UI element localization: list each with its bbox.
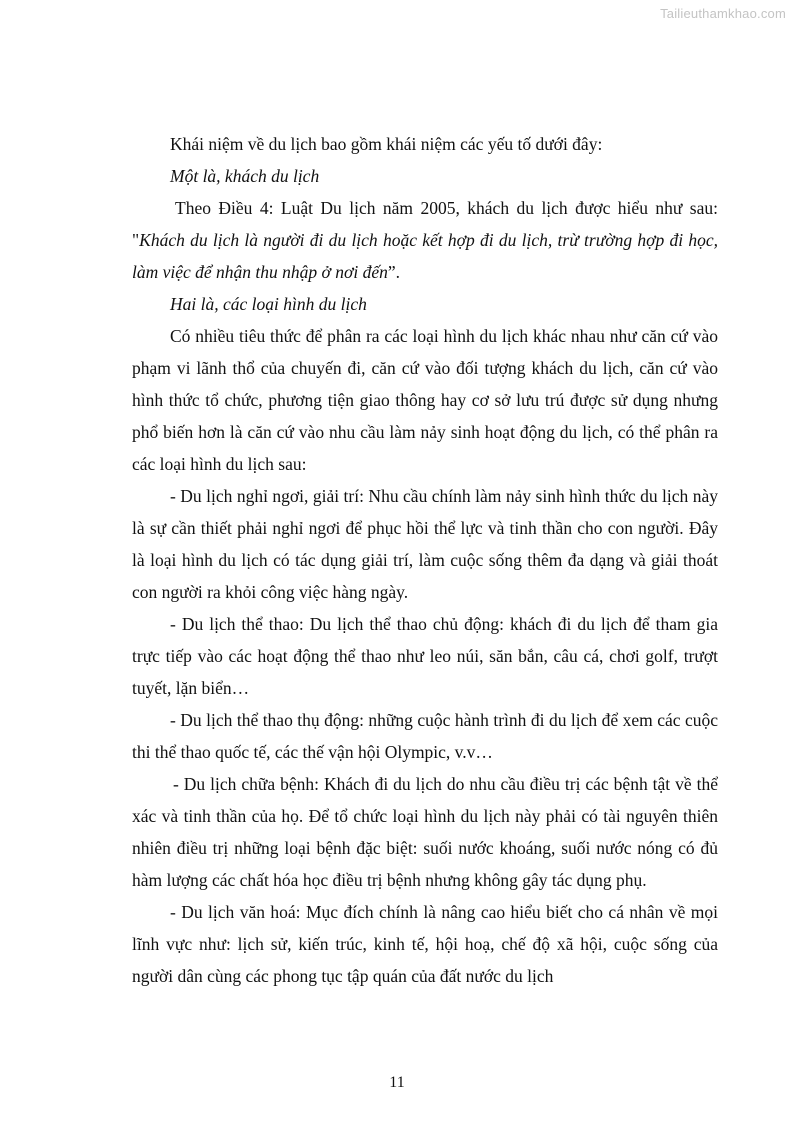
watermark: Tailieuthamkhao.com (660, 6, 786, 21)
definition-close: ”. (387, 262, 401, 282)
page-number: 11 (389, 1074, 405, 1091)
paragraph-definition (132, 192, 718, 288)
document-body (132, 128, 718, 992)
paragraph-health-tourism: - Du lịch chữa bệnh: Khách đi du lịch do nhu cầu điều trị các bệnh tật về thể xác và tinh thần của họ. Để tổ chức loại hình du lịch này phải có tài nguyên thiên nhiên điều trị những loại bệnh đặc biệt: suối nước khoáng, suối nước nóng có đủ hàm lượng các chất hóa học điều trị bệnh nhưng không gây tác dụng phụ. (132, 774, 718, 890)
paragraph-leisure-tourism: - Du lịch nghỉ ngơi, giải trí: Nhu cầu chính làm nảy sinh hình thức du lịch này là sự cần thiết phải nghỉ ngơi để phục hồi thể lực và tinh thần cho con người. Đây là loại hình du lịch có tác dụng giải trí, làm cuộc sống thêm đa dạng và giải thoát con người ra khỏi công việc hàng ngày. (132, 486, 718, 602)
definition-quote: Khách du lịch là người đi du lịch hoặc kết hợp đi du lịch, trừ trường hợp đi học, làm việc để nhận thu nhập ở nơi đến (132, 230, 718, 282)
paragraph-passive-sport-tourism: - Du lịch thể thao thụ động: những cuộc hành trình đi du lịch để xem các cuộc thi thể thao quốc tế, các thế vận hội Olympic, v.v… (132, 710, 718, 762)
definition-lead: Theo Điều 4: Luật Du lịch năm 2005, khách du lịch được hiểu như sau: " (132, 198, 718, 250)
paragraph-intro: Khái niệm về du lịch bao gồm khái niệm các yếu tố dưới đây: (170, 134, 603, 154)
paragraph-active-sport-tourism: - Du lịch thể thao: Du lịch thể thao chủ động: khách đi du lịch để tham gia trực tiếp vào các hoạt động thể thao như leo núi, săn bắn, câu cá, chơi golf, trượt tuyết, lặn biển… (132, 614, 718, 698)
subheading-tourism-types: Hai là, các loại hình du lịch (170, 294, 367, 314)
subheading-tourist: Một là, khách du lịch (170, 166, 320, 186)
paragraph-classification: Có nhiều tiêu thức để phân ra các loại hình du lịch khác nhau như căn cứ vào phạm vi lãnh thổ của chuyến đi, căn cứ vào đối tượng khách du lịch, căn cứ vào hình thức tổ chức, phương tiện giao thông hay cơ sở lưu trú được sử dụng nhưng phổ biến hơn là căn cứ vào nhu cầu làm nảy sinh hoạt động du lịch, có thể phân ra các loại hình du lịch sau: (132, 326, 718, 474)
paragraph-cultural-tourism: - Du lịch văn hoá: Mục đích chính là nâng cao hiểu biết cho cá nhân về mọi lĩnh vực như: lịch sử, kiến trúc, kinh tế, hội hoạ, chế độ xã hội, cuộc sống của người dân cùng các phong tục tập quán của đất nước du lịch (132, 902, 718, 986)
